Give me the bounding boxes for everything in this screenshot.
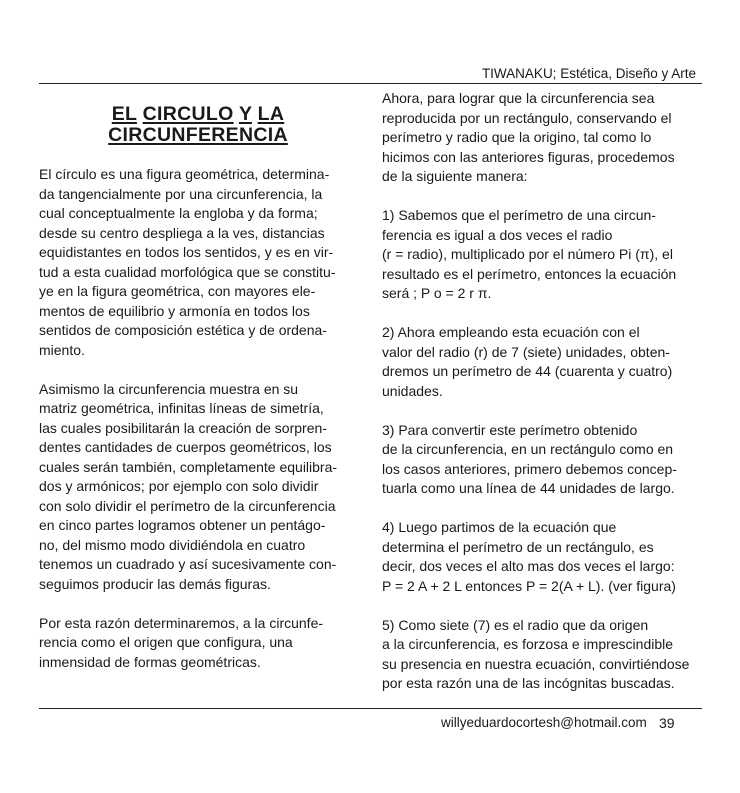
text-line: (r = radio), multiplicado por el número Pi (π), el <box>382 246 673 262</box>
step-5 <box>382 616 704 694</box>
text-line: sentidos de composición estética y de ordena- <box>39 322 327 338</box>
paragraph-gap <box>382 401 704 421</box>
text-line: da tangencialmente por una circunferencia, la <box>39 185 323 202</box>
paragraph-symmetry <box>39 380 357 595</box>
text-line: 4) Luego partimos de la ecuación que <box>382 519 617 535</box>
text-line: reproducida por un rectángulo, conservando el <box>382 109 672 126</box>
step-2 <box>382 323 704 401</box>
text-line: miento. <box>39 341 85 358</box>
text-line: 3) Para convertir este perímetro obtenido <box>382 421 638 438</box>
text-line: a la circunferencia, es forzosa e imprescindible <box>382 636 674 652</box>
text-line: será ; P o = 2 r π. <box>382 285 492 301</box>
text-line: ye en la figura geométrica, con mayores ele- <box>39 283 316 299</box>
text-line: 2) Ahora empleando esta ecuación con el <box>382 324 640 340</box>
text-line: determina el perímetro de un rectángulo, es <box>382 538 654 555</box>
text-line: de la circunferencia, en un rectángulo como en <box>382 441 674 457</box>
title-word: LA <box>257 103 285 125</box>
title-word: EL <box>111 103 137 125</box>
text-line: tuarla como una línea de 44 unidades de largo. <box>382 480 675 496</box>
text-line: en cinco partes logramos obtener un pentágo- <box>39 517 326 533</box>
text-line: matriz geométrica, infinitas líneas de simetría, <box>39 400 324 416</box>
paragraph-gap <box>382 187 704 207</box>
step-4 <box>382 518 704 596</box>
paragraph-conclusion <box>39 614 357 673</box>
text-line: Asimismo la circunferencia muestra en su <box>39 380 299 397</box>
text-line: ferencia es igual a dos veces el radio <box>382 226 613 243</box>
text-line: mentos de equilibrio y armonía en todos los <box>39 302 310 319</box>
paragraph-gap <box>39 360 357 380</box>
title-word: Y <box>238 103 252 125</box>
paragraph-gap <box>382 596 704 616</box>
text-line: equidistantes en todos los sentidos, y es en vir- <box>39 244 334 260</box>
left-column <box>39 165 357 672</box>
text-line: rencia como el origen que configura, una <box>39 634 293 650</box>
text-line: las cuales posibilitarán la creación de sorpren- <box>39 419 327 436</box>
text-line: Ahora, para lograr que la circunferencia sea <box>382 90 655 106</box>
footer-email: willyeduardocortesh@hotmail.com <box>441 715 647 730</box>
paragraph-gap <box>382 304 704 324</box>
text-line: tud a esta cualidad morfológica que se constitu- <box>39 263 336 280</box>
footer-rule <box>39 708 702 709</box>
title-word: CIRCUNFERENCIA <box>108 124 288 146</box>
step-3 <box>382 421 704 499</box>
text-line: no, del mismo modo dividiéndola en cuatro <box>39 536 306 553</box>
text-line: 5) Como siete (7) es el radio que da origen <box>382 616 649 633</box>
text-line: perímetro y radio que la origino, tal como lo <box>382 129 652 145</box>
text-line: con solo dividir el perímetro de la circunferencia <box>39 497 336 514</box>
text-line: dremos un perímetro de 44 (cuarenta y cuatro) <box>382 363 673 379</box>
title-line-1 <box>39 104 357 125</box>
text-line: su presencia en nuestra ecuación, convirtiéndose <box>382 655 690 672</box>
paragraph-gap <box>39 594 357 614</box>
title-word: CIRCULO <box>142 103 234 125</box>
text-line: de la siguiente manera: <box>382 168 528 184</box>
right-column <box>382 89 704 694</box>
text-line: P = 2 A + 2 L entonces P = 2(A + L). (ver figura) <box>382 577 676 594</box>
paragraph-circle-definition <box>39 165 357 360</box>
step-1 <box>382 206 704 304</box>
text-line: dos y armónicos; por ejemplo con solo dividir <box>39 478 319 494</box>
page-number: 39 <box>659 715 675 731</box>
text-line: cuales serán también, completamente equilibra- <box>39 458 338 475</box>
header-rule <box>39 83 702 84</box>
text-line: seguimos producir las demás figuras. <box>39 575 271 592</box>
text-line: El círculo es una figura geométrica, determina- <box>39 166 330 182</box>
text-line: Por esta razón determinaremos, a la circunfe- <box>39 614 324 631</box>
text-line: los casos anteriores, primero debemos concep- <box>382 460 677 477</box>
text-line: unidades. <box>382 382 443 399</box>
text-line: cual conceptualmente la engloba y da forma; <box>39 205 318 221</box>
paragraph-gap <box>382 499 704 519</box>
text-line: valor del radio (r) de 7 (siete) unidades, obten- <box>382 343 670 360</box>
text-line: por esta razón una de las incógnitas buscadas. <box>382 675 675 691</box>
running-header: TIWANAKU; Estética, Diseño y Arte <box>481 66 696 81</box>
text-line: tenemos un cuadrado y así sucesivamente con- <box>39 556 337 572</box>
section-title <box>39 104 357 146</box>
text-line: inmensidad de formas geométricas. <box>39 653 261 670</box>
title-line-2 <box>39 125 357 146</box>
text-line: 1) Sabemos que el perímetro de una circun- <box>382 207 656 223</box>
text-line: desde su centro despliega a la ves, distancias <box>39 224 325 241</box>
text-line: resultado es el perímetro, entonces la ecuación <box>382 265 677 282</box>
text-line: hicimos con las anteriores figuras, procedemos <box>382 148 675 165</box>
text-line: dentes cantidades de cuerpos geométricos, los <box>39 439 332 455</box>
paragraph-intro <box>382 89 704 187</box>
text-line: decir, dos veces el alto mas dos veces el largo: <box>382 558 675 574</box>
